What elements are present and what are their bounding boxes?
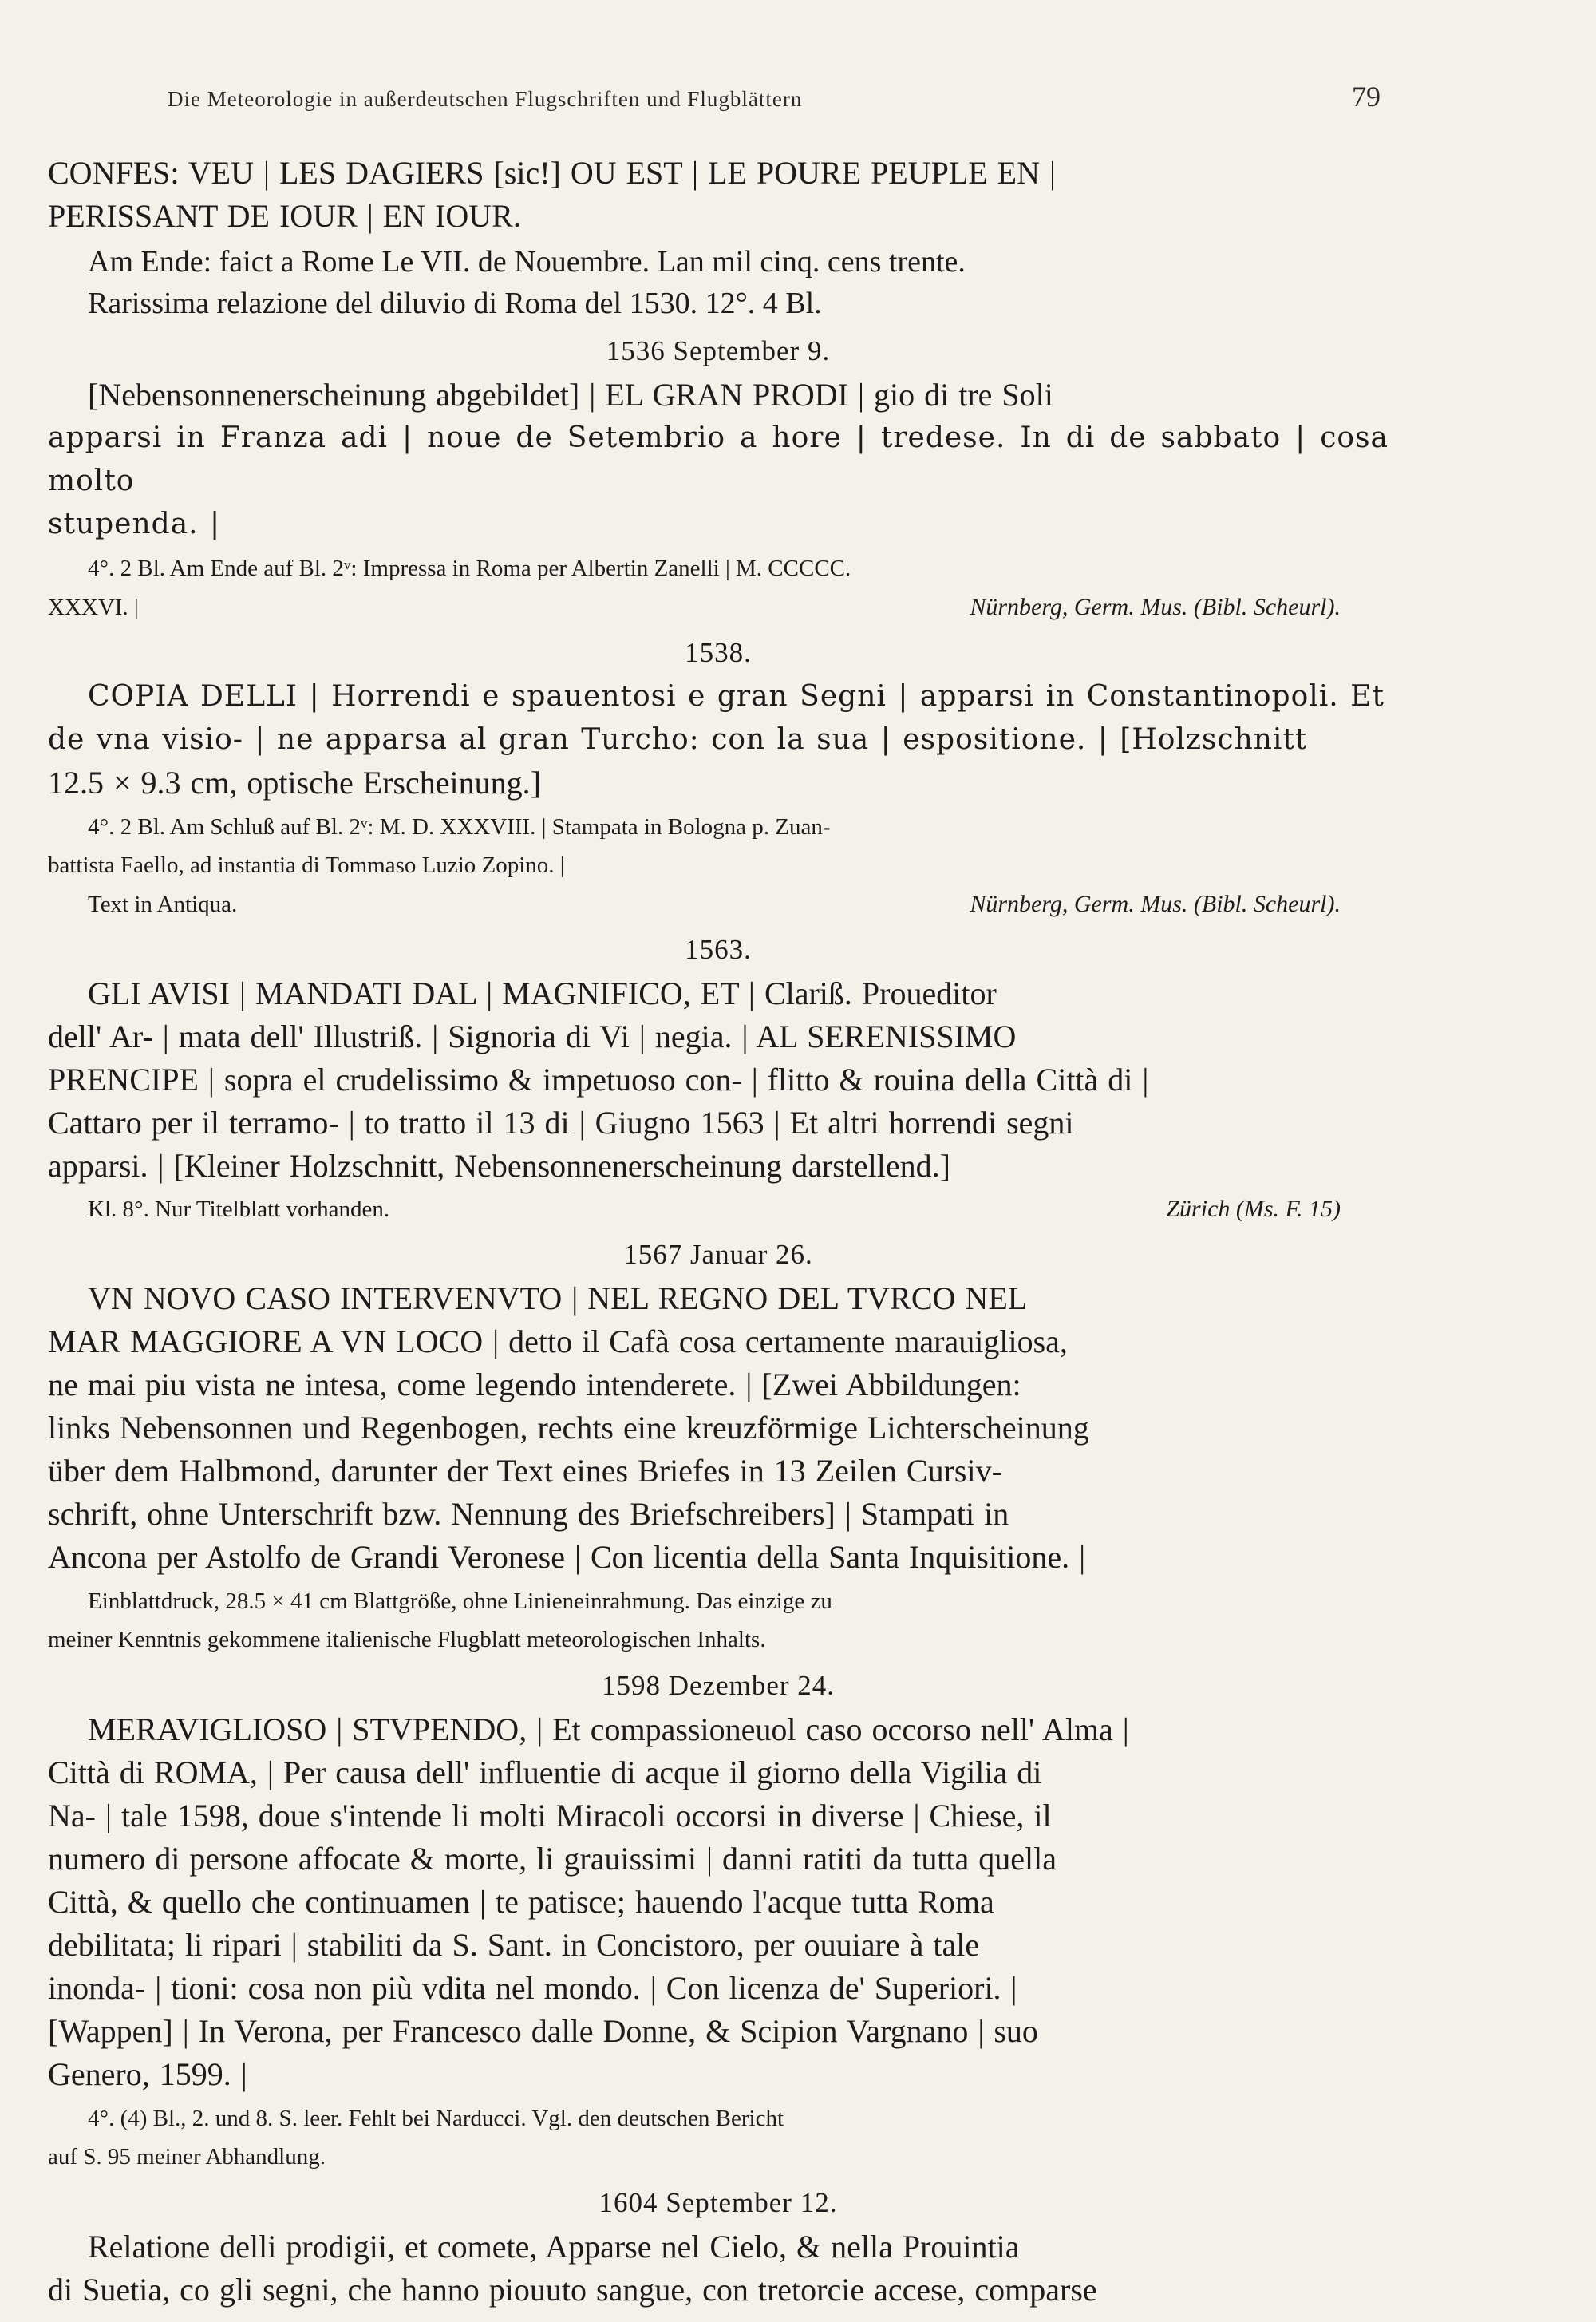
entry-1536 <box>48 335 1389 626</box>
library-location: Zürich (Ms. F. 15) <box>1166 1196 1341 1222</box>
title-line: di Suetia, co gli segni, che hanno piouuto sangue, con tretorcie accese, comparse <box>48 2272 1097 2308</box>
title-line: über dem Halbmond, darunter der Text eines Briefes in 13 Zeilen Cursiv- <box>48 1453 1002 1489</box>
entry-title <box>48 1708 1389 2096</box>
entry-1567 <box>48 1239 1389 1659</box>
title-line: Città di ROMA, | Per causa dell' influentie di acque il giorno della Vigilia di <box>48 1754 1042 1790</box>
title-line: Relatione delli prodigii, et comete, Apparse nel Cielo, & nella Prouintia <box>88 2229 1020 2265</box>
title-line: apparsi. | [Kleiner Holzschnitt, Nebensonnenerscheinung darstellend.] <box>48 1148 950 1184</box>
running-title: Die Meteorologie in außerdeutschen Flugschriften und Flugblättern <box>168 87 803 111</box>
note-line: Rarissima relazione del diluvio di Roma del 1530. 12°. 4 Bl. <box>88 287 822 320</box>
library-location: Nürnberg, Germ. Mus. (Bibl. Scheurl). <box>970 891 1341 917</box>
title-line: Na- | tale 1598, doue s'intende li molti Miracoli occorsi in diverse | Chiese, il <box>48 1798 1052 1833</box>
entry-date: 1604 September 12. <box>598 2187 838 2218</box>
title-line: ne mai piu vista ne intesa, come legendo intenderete. | [Zwei Abbildungen: <box>48 1367 1021 1402</box>
title-line: GLI AVISI | MANDATI DAL | MAGNIFICO, ET | Clariß. Proueditor <box>88 975 997 1011</box>
title-line: CONFES: VEU | LES DAGIERS [sic!] OU EST | LE POURE PEUPLE EN | <box>48 155 1057 191</box>
location-row <box>48 1191 1389 1228</box>
entry-title <box>48 1277 1389 1579</box>
page-number: 79 <box>1352 81 1381 113</box>
note-line: Am Ende: faict a Rome Le VII. de Nouembre. Lan mil cinq. cens trente. <box>88 245 966 279</box>
title-line: Ancona per Astolfo de Grandi Veronese | Con licentia della Santa Inquisitione. | <box>48 1539 1086 1575</box>
title-line: numero di persone affocate & morte, li grauissimi | danni ratiti da tutta quella <box>48 1841 1057 1877</box>
library-location: Nürnberg, Germ. Mus. (Bibl. Scheurl). <box>970 594 1341 620</box>
note-line: XXXVI. | <box>48 595 139 620</box>
entry-title <box>48 2225 1389 2312</box>
title-line: [Nebensonnenerscheinung abgebildet] | EL GRAN PRODI | gio di tre Soli <box>88 377 1053 413</box>
note-line: Text in Antiqua. <box>88 892 238 917</box>
title-line: inonda- | tioni: cosa non più vdita nel mondo. | Con licenza de' Superiori. | <box>48 1970 1017 2006</box>
page-header <box>168 80 1389 113</box>
entry-date: 1563. <box>685 934 752 965</box>
title-line: dell' Ar- | mata dell' Illustriß. | Signoria di Vi | negia. | AL SERENISSIMO <box>48 1019 1017 1054</box>
entry-note <box>48 241 1389 324</box>
entry-date: 1598 Dezember 24. <box>601 1670 836 1701</box>
note-line: meiner Kenntnis gekommene italienische Flugblatt meteorologischen Inhalts. <box>48 1627 766 1652</box>
title-line: debilitata; li ripari | stabiliti da S. Sant. in Concistoro, per ouuiare à tale <box>48 1927 980 1963</box>
title-line: PERISSANT DE IOUR | EN IOUR. <box>48 198 521 234</box>
note-line: 4°. (4) Bl., 2. und 8. S. leer. Fehlt bei Narducci. Vgl. den deutschen Bericht <box>88 2106 784 2131</box>
title-line: Città, & quello che continuamen | te patisce; hauendo l'acque tutta Roma <box>48 1884 994 1920</box>
title-line: stupenda. | <box>48 508 221 540</box>
title-line: MAR MAGGIORE A VN LOCO | detto il Cafà cosa certamente marauigliosa, <box>48 1323 1068 1359</box>
note-line: battista Faello, ad instantia di Tommaso Luzio Zopino. | <box>48 852 565 878</box>
title-line: PRENCIPE | sopra el crudelissimo & impetuoso con- | flitto & rouina della Città di | <box>48 1062 1149 1098</box>
note-line: Kl. 8°. Nur Titelblatt vorhanden. <box>88 1197 390 1222</box>
note-line: auf S. 95 meiner Abhandlung. <box>48 2144 326 2170</box>
entry-date: 1567 Januar 26. <box>623 1239 813 1270</box>
entry-title <box>48 152 1389 238</box>
title-line: 12.5 × 9.3 cm, optische Erscheinung.] <box>48 765 541 801</box>
entry-1538 <box>48 637 1389 923</box>
entry-1530 <box>48 152 1389 324</box>
entry-1598 <box>48 1670 1389 2176</box>
note-line: 4°. 2 Bl. Am Schluß auf Bl. 2ᵛ: M. D. XXXVIII. | Stampata in Bologna p. Zuan- <box>88 814 831 840</box>
title-line: Cattaro per il terramo- | to tratto il 13 di | Giugno 1563 | Et altri horrendi segni <box>48 1105 1074 1141</box>
entry-date: 1538. <box>685 637 752 668</box>
note-line: 4°. 2 Bl. Am Ende auf Bl. 2ᵛ: Impressa in Roma per Albertin Zanelli | M. CCCCC. <box>88 556 851 581</box>
title-line: links Nebensonnen und Regenbogen, rechts eine kreuzförmige Lichterscheinung <box>48 1410 1089 1446</box>
entry-note <box>48 1582 1389 1659</box>
entry-1604 <box>48 2187 1389 2312</box>
title-line: MERAVIGLIOSO | STVPENDO, | Et compassioneuol caso occorso nell' Alma | <box>88 1711 1129 1747</box>
entry-date: 1536 September 9. <box>606 335 831 366</box>
location-row <box>48 886 1389 923</box>
title-line: VN NOVO CASO INTERVENVTO | NEL REGNO DEL TVRCO NEL <box>88 1280 1028 1316</box>
entry-note <box>48 808 1389 884</box>
entry-title <box>48 374 1389 546</box>
title-line: apparsi in Franza adi | noue de Setembrio a hore | tredese. In di de sabbato | cosa molto <box>48 421 1389 497</box>
title-line: de vna visio- | ne apparsa al gran Turcho: con la sua | espositione. | [Holzschnitt <box>48 723 1308 756</box>
note-line: Einblattdruck, 28.5 × 41 cm Blattgröße, ohne Linieneinrahmung. Das einzige zu <box>88 1588 832 1614</box>
entry-1563 <box>48 934 1389 1228</box>
entry-note <box>48 2099 1389 2176</box>
entry-title <box>48 675 1389 805</box>
entry-note <box>48 549 1389 587</box>
location-row <box>48 589 1389 626</box>
entry-title <box>48 972 1389 1188</box>
title-line: schrift, ohne Unterschrift bzw. Nennung des Briefschreibers] | Stampati in <box>48 1496 1009 1532</box>
title-line: COPIA DELLI | Horrendi e spauentosi e gran Segni | apparsi in Constantinopoli. Et <box>88 680 1385 713</box>
title-line: Genero, 1599. | <box>48 2056 247 2092</box>
title-line: [Wappen] | In Verona, per Francesco dalle Donne, & Scipion Vargnano | suo <box>48 2013 1038 2049</box>
